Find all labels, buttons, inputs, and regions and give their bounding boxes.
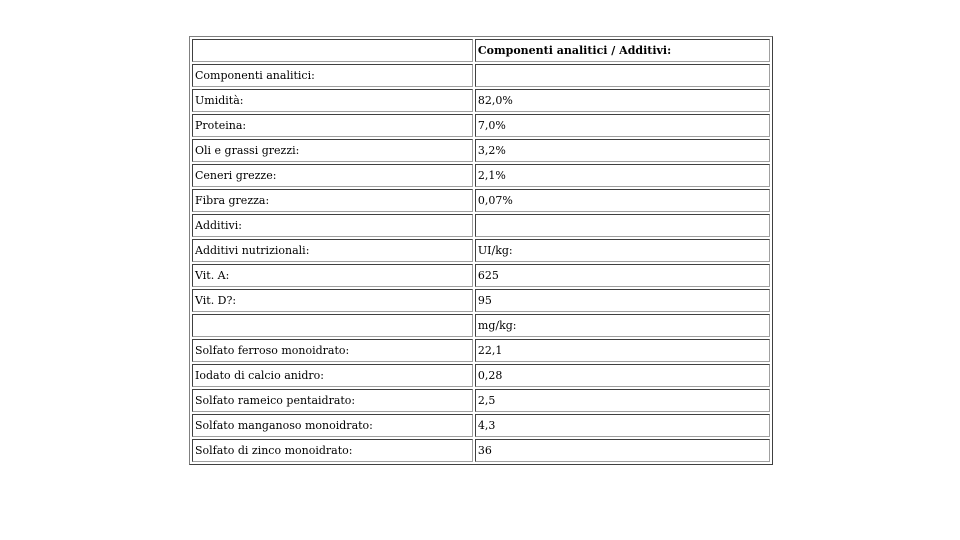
table-row (192, 414, 770, 437)
table-header-row (192, 39, 770, 62)
nutrition-table (189, 36, 773, 465)
row-value (475, 64, 770, 87)
row-value: 3,2% (475, 139, 770, 162)
row-value: 4,3 (475, 414, 770, 437)
row-value: 22,1 (475, 339, 770, 362)
row-label: Additivi nutrizionali: (192, 239, 473, 262)
row-label: Fibra grezza: (192, 189, 473, 212)
row-value: 625 (475, 264, 770, 287)
header-title-cell: Componenti analitici / Additivi: (475, 39, 770, 62)
row-label: Proteina: (192, 114, 473, 137)
row-value: 36 (475, 439, 770, 462)
table-row (192, 114, 770, 137)
table-row (192, 339, 770, 362)
table-row (192, 214, 770, 237)
table-row (192, 364, 770, 387)
table-row (192, 314, 770, 337)
table-row (192, 289, 770, 312)
row-label: Iodato di calcio anidro: (192, 364, 473, 387)
table-row (192, 264, 770, 287)
row-label: Componenti analitici: (192, 64, 473, 87)
row-label: Solfato manganoso monoidrato: (192, 414, 473, 437)
table-row (192, 239, 770, 262)
row-value: 0,07% (475, 189, 770, 212)
table-row (192, 189, 770, 212)
row-value: mg/kg: (475, 314, 770, 337)
row-label: Umidità: (192, 89, 473, 112)
row-value: UI/kg: (475, 239, 770, 262)
row-value: 2,5 (475, 389, 770, 412)
row-label: Vit. D?: (192, 289, 473, 312)
row-value: 0,28 (475, 364, 770, 387)
table-row (192, 389, 770, 412)
row-label: Solfato rameico pentaidrato: (192, 389, 473, 412)
table-row (192, 139, 770, 162)
row-value (475, 214, 770, 237)
row-label: Oli e grassi grezzi: (192, 139, 473, 162)
row-value: 2,1% (475, 164, 770, 187)
row-label: Additivi: (192, 214, 473, 237)
row-label: Solfato di zinco monoidrato: (192, 439, 473, 462)
table-row (192, 64, 770, 87)
row-label: Vit. A: (192, 264, 473, 287)
header-label-cell (192, 39, 473, 62)
row-label (192, 314, 473, 337)
row-label: Solfato ferroso monoidrato: (192, 339, 473, 362)
row-value: 7,0% (475, 114, 770, 137)
row-value: 82,0% (475, 89, 770, 112)
table-row (192, 439, 770, 462)
row-label: Ceneri grezze: (192, 164, 473, 187)
table-row (192, 164, 770, 187)
table-row (192, 89, 770, 112)
row-value: 95 (475, 289, 770, 312)
